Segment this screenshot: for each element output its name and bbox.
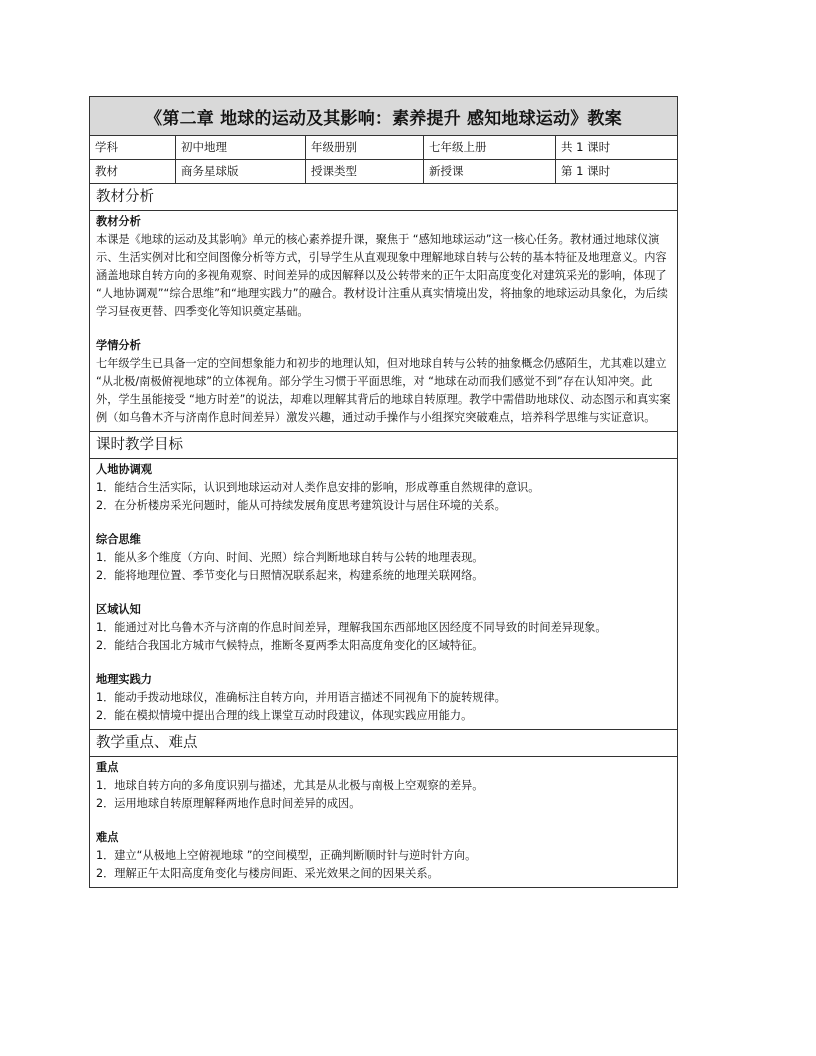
info-row-2 (90, 160, 677, 184)
objective-item: 2．在分析楼房采光问题时，能从可持续发展角度思考建筑设计与居住环境的关系。 (96, 499, 506, 512)
grade-label: 年级册别 (306, 136, 424, 159)
objectives-heading: 课时教学目标 (90, 432, 677, 459)
objective-item: 2．能结合我国北方城市气候特点，推断冬夏两季太阳高度角变化的区域特征。 (96, 639, 484, 652)
keypoint-item: 2．理解正午太阳高度角变化与楼房间距、采光效果之间的因果关系。 (96, 867, 439, 880)
current-period: 第 1 课时 (561, 164, 611, 178)
objective-group-title: 地理实践力 (96, 673, 152, 686)
keypoint-group-title: 难点 (96, 831, 119, 844)
student-analysis-text: 七年级学生已具备一定的空间想象能力和初步的地理认知，但对地球自转与公转的抽象概念仍感陌生，尤其难以建立 “从北极/南极俯视地球”的立体视角。部分学生习惯于平面思维，对 “地球在动而我们感觉不到”存在认知冲突。此外，学生虽能接受 “地方时差”的说法，却难以理解其背后的地球自转原理。教学中需借助地球仪、动态图示和真实案例（如乌鲁木齐与济南作息时间差异）激发兴趣，通过动手操作与小组探究突破难点，培养科学思维与实证意识。 (96, 357, 671, 424)
objectives-body (90, 459, 677, 730)
keypoints-body (90, 757, 677, 887)
keypoint-item: 2．运用地球自转原理解释两地作息时间差异的成因。 (96, 797, 361, 810)
analysis-body (90, 211, 677, 432)
subject-value: 初中地理 (176, 136, 306, 159)
document-title: 《第二章 地球的运动及其影响：素养提升 感知地球运动》教案 (90, 97, 677, 136)
objective-group-title: 区域认知 (96, 603, 141, 616)
grade-value: 七年级上册 (424, 136, 556, 159)
lesson-type-label: 授课类型 (306, 160, 424, 183)
total-periods: 共 1 课时 (561, 140, 611, 154)
objective-item: 1．能从多个维度（方向、时间、光照）综合判断地球自转与公转的地理表现。 (96, 551, 484, 564)
subject-label: 学科 (90, 136, 176, 159)
objective-group-title: 综合思维 (96, 533, 141, 546)
objective-item: 2．能在模拟情境中提出合理的线上课堂互动时段建议，体现实践应用能力。 (96, 709, 473, 722)
textbook-label: 教材 (90, 160, 176, 183)
textbook-analysis-title: 教材分析 (96, 215, 141, 228)
textbook-value: 商务星球版 (176, 160, 306, 183)
lesson-plan-table (89, 96, 678, 888)
lesson-type-value: 新授课 (424, 160, 556, 183)
info-row-1 (90, 136, 677, 160)
keypoint-item: 1．建立“从极地上空俯视地球 ”的空间模型，正确判断顺时针与逆时针方向。 (96, 849, 477, 862)
objective-item: 2．能将地理位置、季节变化与日照情况联系起来，构建系统的地理关联网络。 (96, 569, 484, 582)
objective-item: 1．能动手拨动地球仪，准确标注自转方向，并用语言描述不同视角下的旋转规律。 (96, 691, 506, 704)
keypoints-heading: 教学重点、难点 (90, 730, 677, 757)
keypoint-item: 1．地球自转方向的多角度识别与描述，尤其是从北极与南极上空观察的差异。 (96, 779, 484, 792)
textbook-analysis-text: 本课是《地球的运动及其影响》单元的核心素养提升课，聚焦于 “感知地球运动”这一核心任务。教材通过地球仪演示、生活实例对比和空间图像分析等方式，引导学生从直观现象中理解地球自转与公转的基本特征及地理意义。内容涵盖地球自转方向的多视角观察、时间差异的成因解释以及公转带来的正午太阳高度变化对建筑采光的影响，体现了 “人地协调观”“综合思维”和“地理实践力”的融合。教材设计注重从真实情境出发，将抽象的地球运动具象化，为后续学习昼夜更替、四季变化等知识奠定基础。 (96, 233, 668, 318)
objective-group-title: 人地协调观 (96, 463, 152, 476)
analysis-heading: 教材分析 (90, 184, 677, 211)
student-analysis-title: 学情分析 (96, 339, 141, 352)
objective-item: 1．能结合生活实际，认识到地球运动对人类作息安排的影响，形成尊重自然规律的意识。 (96, 481, 540, 494)
objective-item: 1．能通过对比乌鲁木齐与济南的作息时间差异，理解我国东西部地区因经度不同导致的时间差异现象。 (96, 621, 607, 634)
keypoint-group-title: 重点 (96, 761, 119, 774)
